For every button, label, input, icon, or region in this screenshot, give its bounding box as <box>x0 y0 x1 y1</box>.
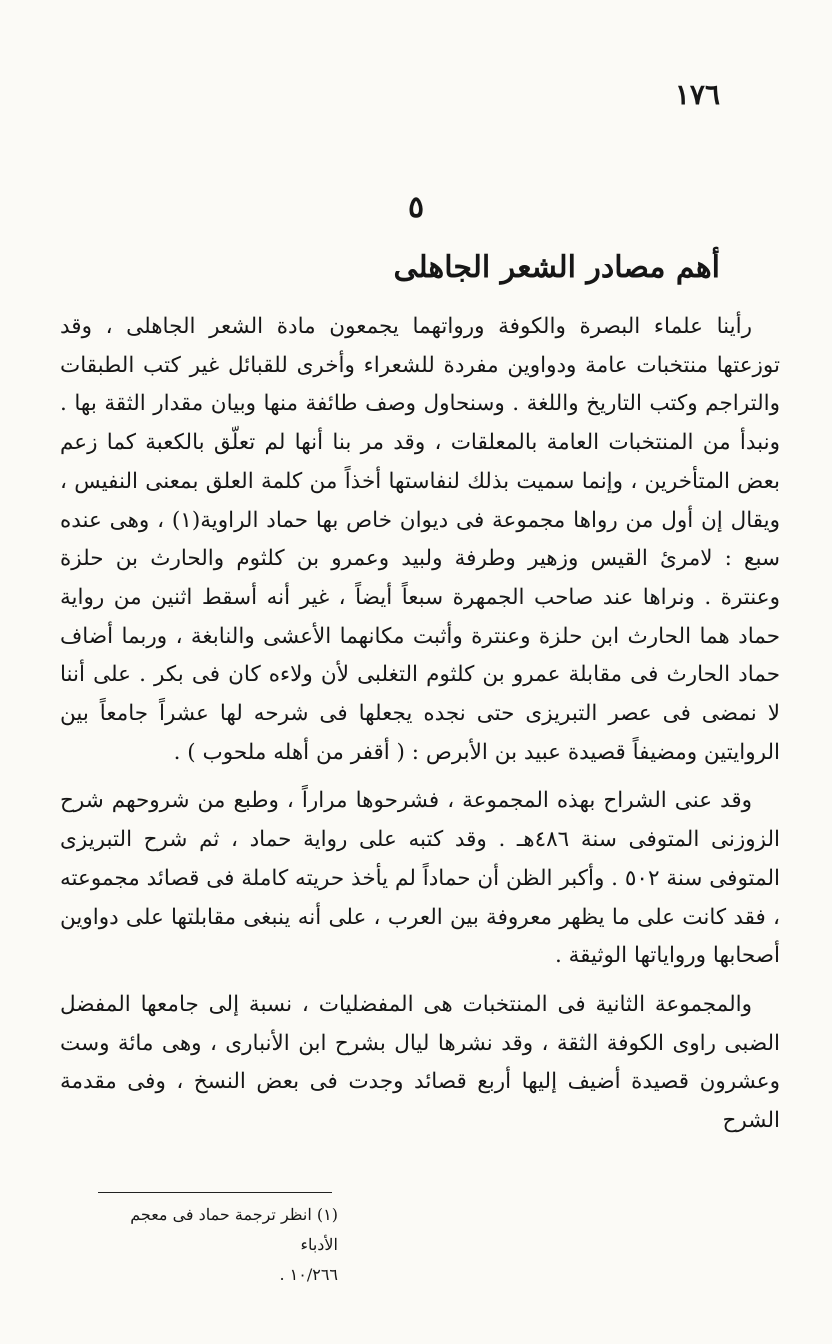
body-text <box>60 308 780 1141</box>
paragraph-2: وقد عنى الشراح بهذه المجموعة ، فشرحوها مراراً ، وطبع من شروحهم شرح الزوزنى المتوفى سنة ٤٨٦هـ . وقد كتبه على رواية حماد ، ثم شرح التبريزى المتوفى سنة ٥٠٢ . وأكبر الظن أن حماداً لم يأخذ حريته كاملة فى قصائد مجموعته ، فقد كانت على ما يظهر معروفة بين العرب ، على أنه ينبغى مقابلتها على دواوين أصحابها ورواياتها الوثيقة . <box>60 788 780 969</box>
section-heading: أهم مصادر الشعر الجاهلى <box>393 250 720 285</box>
footnote-line-1: (١) انظر ترجمة حماد فى معجم الأدباء <box>130 1205 338 1254</box>
paragraph-3: والمجموعة الثانية فى المنتخبات هى المفضليات ، نسبة إلى جامعها المفضل الضبى راوى الكوفة الثقة ، وقد نشرها ليال بشرح ابن الأنبارى ، وهى مائة وست وعشرون قصيدة أضيف إليها أربع قصائد وجدت فى بعض النسخ ، وفى مقدمة الشرح <box>60 991 780 1134</box>
footnote-divider <box>98 1192 332 1193</box>
paragraph-1: رأينا علماء البصرة والكوفة ورواتهما يجمعون مادة الشعر الجاهلى ، وقد توزعتها منتخبات عامة ودواوين مفردة للشعراء وأخرى للقبائل غير كتب الطبقات والتراجم وكتب التاريخ واللغة . وسنحاول وصف طائفة منها وبيان مقدار الثقة بها . ونبدأ من المنتخبات العامة بالمعلقات ، وقد مر بنا أنها لم تعلّق بالكعبة كما زعم بعض المتأخرين ، وإنما سميت بذلك لنفاستها أخذاً من كلمة العلق بمعنى النفيس ، ويقال إن أول من رواها مجموعة فى ديوان خاص بها حماد الراوية(١) ، وهى عنده سبع : لامرئ القيس وزهير وطرفة ولبيد وعمرو بن كلثوم والحارث بن حلزة وعنترة . ونراها عند صاحب الجمهرة سبعاً أيضاً ، غير أنه أسقط اثنين من رواية حماد هما الحارث ابن حلزة وعنترة وأثبت مكانهما الأعشى والنابغة ، وربما أضاف حماد الحارث فى مقابلة عمرو بن كلثوم التغلبى لأن ولاءه كان فى بكر . على أننا لا نمضى فى عصر التبريزى حتى نجده يجعلها فى شرحه لها عشراً جامعاً بين الروايتين ومضيفاً قصيدة عبيد بن الأبرص : ( أقفر من أهله ملحوب ) . <box>60 314 780 765</box>
chapter-number: ٥ <box>407 190 425 225</box>
footnote-line-2: ١٠/٢٦٦ . <box>279 1265 338 1284</box>
footnote <box>98 1200 338 1290</box>
page-number: ١٧٦ <box>674 78 720 111</box>
